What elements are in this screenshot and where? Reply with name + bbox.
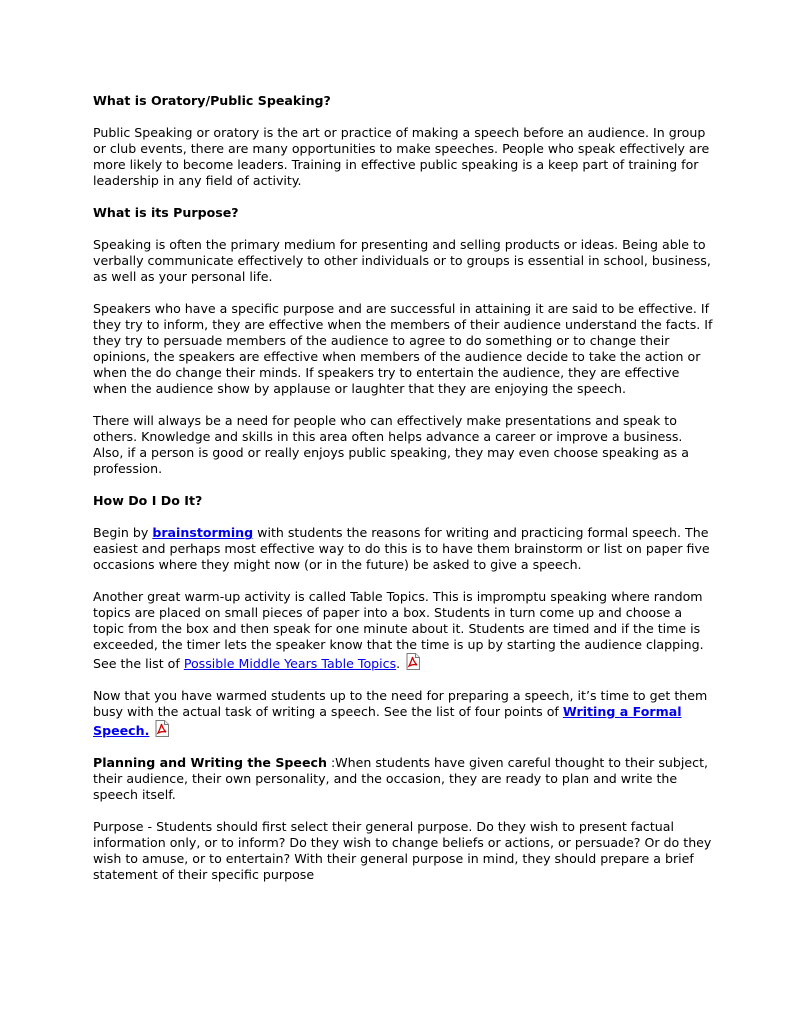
heading-what-is-oratory: What is Oratory/Public Speaking? [93,93,331,108]
heading-purpose: What is its Purpose? [93,205,239,220]
paragraph-brainstorm [93,525,713,573]
pdf-file-icon[interactable] [155,720,169,737]
paragraph-writing [93,688,713,739]
paragraph-definition: Public Speaking or oratory is the art or practice of making a speech before an audience. In group or club events, there are many opportunities to make speeches. People who speak effectively are more likely to become leaders. Training in effective public speaking is a keep part of training for leadership in any field of activity. [93,125,710,188]
paragraph-text: . [396,656,401,671]
paragraph-text: with students the reasons for writing and practicing formal speech. The easiest and perhaps most effective way to do this is to have them brainstorm or list on paper five occasions where they might now (or in the future) be asked to give a speech. [93,525,710,572]
writing-formal-speech-link[interactable]: Writing a Formal Speech. [93,704,682,738]
paragraph-text: Begin by [93,525,153,540]
pdf-file-icon[interactable] [406,653,420,670]
table-topics-link[interactable]: Possible Middle Years Table Topics [183,656,397,671]
brainstorming-link[interactable]: brainstorming [152,525,254,540]
paragraph-text: :When students have given careful thought to their subject, their audience, their own personality, and the occasion, they are ready to plan and write the speech itself. [93,755,709,802]
paragraph-effective-speakers: Speakers who have a specific purpose and are successful in attaining it are said to be effective. If they try to inform, they are effective when the members of their audience understand the facts. If they try to persuade members of the audience to agree to do something or to change their opinions, the speakers are effective when members of the audience decide to take the action or when the do change their minds. If speakers try to entertain the audience, they are effective when the audience show by applause or laughter that they are enjoying the speech. [93,301,713,396]
paragraph-text: Another great warm-up activity is called Table Topics. This is impromptu speaking where random topics are placed on small pieces of paper into a box. Students in turn come up and choose a topic from the box and then speak for one minute about it. Students are timed and if the time is exceeded, the timer lets the speaker know that the time is up by starting the audience clapping. See the list of [93,589,704,671]
planning-label: Planning and Writing the Speech [93,755,327,770]
paragraph-purpose: Purpose - Students should first select their general purpose. Do they wish to present factual information only, or to inform? Do they wish to change beliefs or actions, or persuade? Or do they wish to amuse, or to entertain? With their general purpose in mind, they should prepare a brief statement of their specific purpose [93,819,712,882]
document-page [93,93,713,883]
heading-how-do-i: How Do I Do It? [93,493,203,508]
paragraph-table-topics [93,589,713,672]
paragraph-medium: Speaking is often the primary medium for presenting and selling products or ideas. Being able to verbally communicate effectively to other individuals or to groups is essential in school, business, as well as your personal life. [93,237,711,284]
paragraph-planning [93,755,713,803]
paragraph-text: Now that you have warmed students up to the need for preparing a speech, it’s time to get them busy with the actual task of writing a speech. See the list of four points of [93,688,708,719]
paragraph-career: There will always be a need for people who can effectively make presentations and speak to others. Knowledge and skills in this area often helps advance a career or improve a business. Also, if a person is good or really enjoys public speaking, they may even choose speaking as a profession. [93,413,689,476]
